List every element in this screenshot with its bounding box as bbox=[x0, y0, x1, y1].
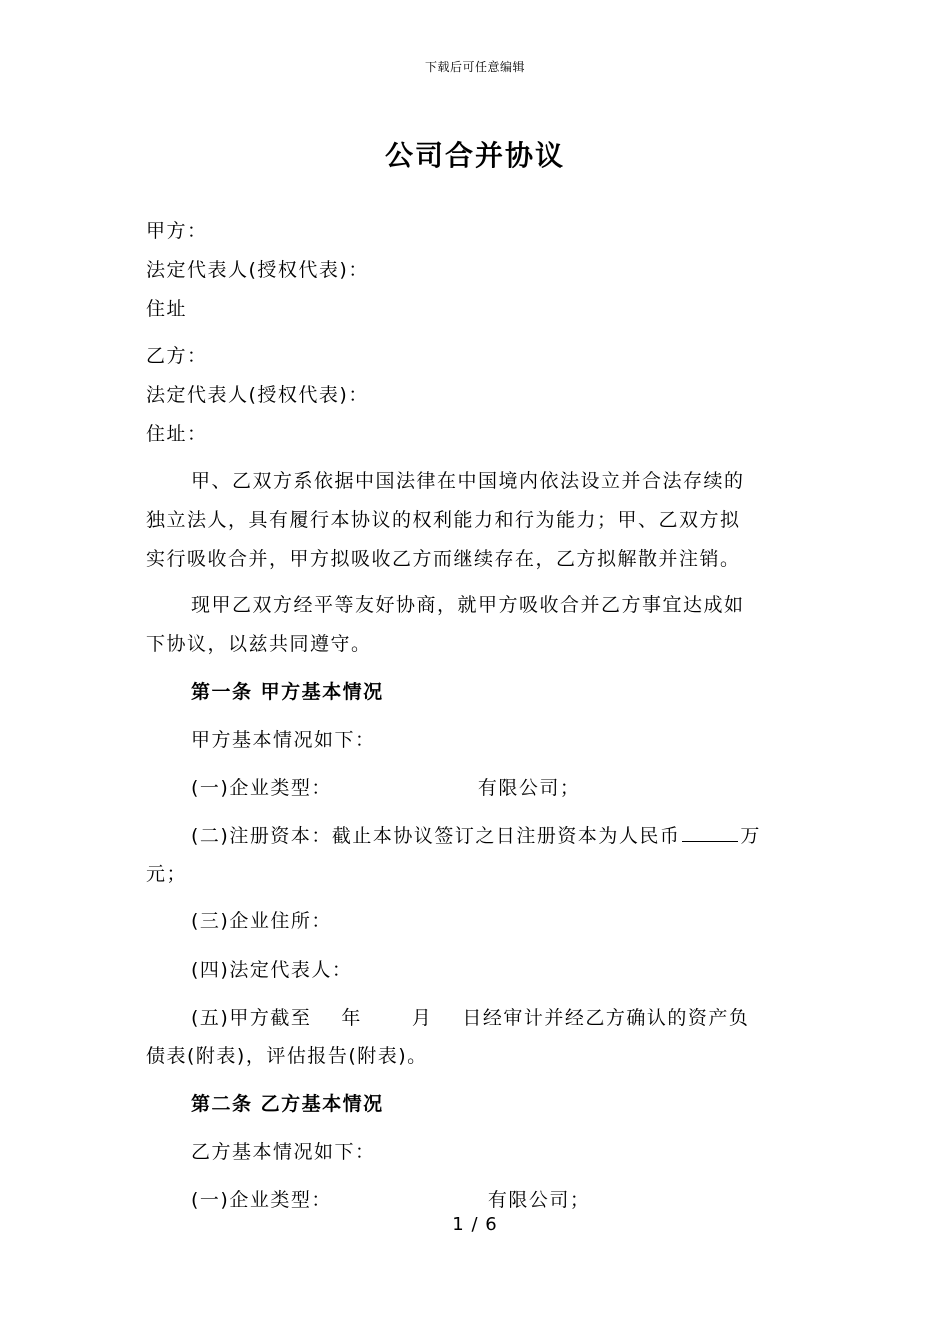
party-a-address: 住址 bbox=[146, 298, 188, 320]
item-unit: 万 bbox=[740, 825, 761, 847]
item-text: 日经审计并经乙方确认的资产负 bbox=[462, 1007, 750, 1029]
item-value: 有限公司； bbox=[477, 777, 581, 799]
article1-item5-cont: 债表(附表)，评估报告(附表)。 bbox=[146, 1045, 428, 1067]
item-label: (一)企业类型： bbox=[191, 1189, 332, 1211]
article2-lead: 乙方基本情况如下： bbox=[191, 1141, 376, 1163]
intro-p2-line2: 下协议，以兹共同遵守。 bbox=[146, 633, 372, 655]
article1-item1 bbox=[191, 775, 580, 801]
intro-p1-line1: 甲、乙双方系依据中国法律在中国境内依法设立并合法存续的 bbox=[191, 470, 745, 492]
month-label: 月 bbox=[411, 1007, 433, 1029]
page-number: 1 / 6 bbox=[452, 1214, 498, 1235]
article1-item2 bbox=[191, 823, 761, 849]
party-b-label: 乙方： bbox=[146, 345, 208, 367]
party-a-label: 甲方： bbox=[146, 220, 208, 242]
party-b-rep: 法定代表人(授权代表)： bbox=[146, 384, 369, 406]
item-label: (二)注册资本：截止本协议签订之日注册资本为人民币 bbox=[191, 825, 681, 847]
article1-item5 bbox=[191, 1005, 749, 1031]
item-label: (五)甲方截至 bbox=[191, 1007, 312, 1029]
intro-p1-line2: 独立法人，具有履行本协议的权利能力和行为能力；甲、乙双方拟 bbox=[146, 509, 741, 531]
article1-lead: 甲方基本情况如下： bbox=[191, 729, 376, 751]
item-value: 有限公司； bbox=[487, 1189, 591, 1211]
intro-p2-line1: 现甲乙双方经平等友好协商，就甲方吸收合并乙方事宜达成如 bbox=[191, 594, 745, 616]
article2-heading: 第二条 乙方基本情况 bbox=[191, 1093, 384, 1115]
fill-blank bbox=[682, 823, 738, 842]
article1-item3: (三)企业住所： bbox=[191, 910, 332, 932]
intro-p1-line3: 实行吸收合并，甲方拟吸收乙方而继续存在，乙方拟解散并注销。 bbox=[146, 548, 741, 570]
article2-item1 bbox=[191, 1187, 590, 1213]
article1-item2-cont: 元； bbox=[146, 863, 188, 885]
page-header: 下载后可任意编辑 bbox=[424, 60, 525, 74]
party-b-address: 住址： bbox=[146, 423, 208, 445]
year-label: 年 bbox=[341, 1007, 362, 1029]
document-title: 公司合并协议 bbox=[384, 139, 565, 172]
party-a-rep: 法定代表人(授权代表)： bbox=[146, 259, 369, 281]
item-label: (一)企业类型： bbox=[191, 777, 332, 799]
article1-item4: (四)法定代表人： bbox=[191, 959, 353, 981]
article1-heading: 第一条 甲方基本情况 bbox=[191, 681, 384, 703]
